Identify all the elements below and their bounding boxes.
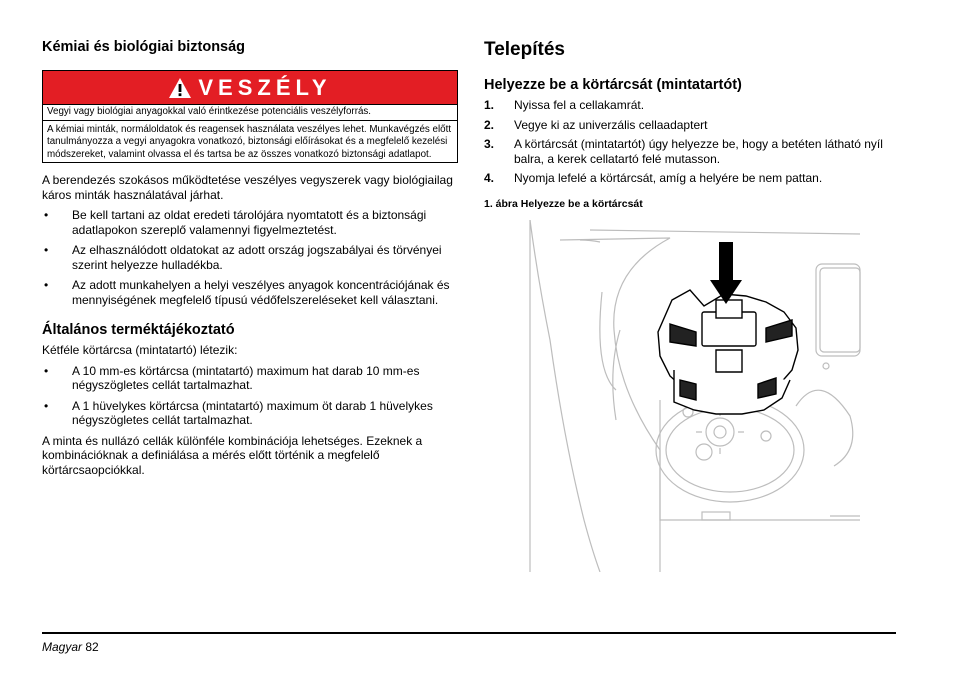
paragraph-1: A berendezés szokásos működtetése veszélyes vegyszerek vagy biológiailag káros minták használatával járhat. [42,173,453,202]
list-item: • A 1 hüvelykes körtárcsa (mintatartó) maximum öt darab 1 hüvelykes négyszögletes cellát tartalmazhat. [44,398,433,427]
bullet-list-1 [42,208,458,307]
paragraph-2: Kétféle körtárcsa (mintatartó) létezik: [42,343,238,357]
right-column [484,38,900,210]
list-item: • Az adott munkahelyen a helyi veszélyes anyagok koncentrációjának és mennyiségének megfelelő típusú védőfelszereléseket kell választani. [44,278,450,307]
page-footer [42,640,99,654]
step-item: 3. A körtárcsát (mintatartót) úgy helyezze be, hogy a betéten látható nyíl balra, a kerek cellatartó felé mutasson. [484,137,883,166]
footer-language: Magyar [42,640,83,654]
danger-line-1: Vegyi vagy biológiai anyagokkal való érintkezése potenciális veszélyforrás. [47,106,372,117]
warning-triangle-icon [168,77,192,99]
list-item: • Az elhasználódott oldatokat az adott ország jogszabályai és törvényei szerint helyezze hulladékba. [44,243,442,272]
list-item: • Be kell tartani az oldat eredeti tárolójára nyomtatott és a biztonsági adatlapokon szereplő valamennyi figyelmeztetést. [44,208,427,237]
section-title-general-info: Általános terméktájékoztató [42,322,235,338]
page-title: Telepítés [484,39,565,60]
step-item: 1. Nyissa fel a cellakamrát. [484,98,645,112]
section-title-chemical-safety: Kémiai és biológiai biztonság [42,39,246,55]
step-item: 2. Vegye ki az univerzális cellaadaptert [484,117,708,132]
section-title-insert-carousel: Helyezze be a körtárcsát (mintatartót) [484,77,742,93]
danger-header [43,71,457,105]
step-item: 4. Nyomja lefelé a körtárcsát, amíg a helyére be nem pattan. [484,171,823,185]
bullet-list-2 [42,364,458,428]
steps-list [484,98,900,186]
danger-line-2: A kémiai minták, normáloldatok és reagensek használata veszélyes lehet. Munkavégzés előtt tanulmányozza a vegyi anyagokra vonatkozó, biztonsági előírásokat és a megfelelő kezelési módszereket, valamint olvassa el és tartsa be az összes vonatkozó biztonsági adatlapot. [43,120,457,163]
carousel-figure [520,220,862,572]
danger-notice [42,70,458,163]
list-item: • A 10 mm-es körtárcsa (mintatartó) maximum hat darab 10 mm-es négyszögletes cellát tartalmazhat. [44,363,420,392]
left-column [42,38,458,477]
page-number: 82 [85,640,99,654]
danger-header-text: VESZÉLY [198,74,332,100]
paragraph-3: A minta és nullázó cellák különféle kombinációja lehetséges. Ezeknek a kombinációknak a definiálása a mérés előtt történik a megfelelő körtárcsaopciókkal. [42,433,423,477]
figure-caption: 1. ábra Helyezze be a körtárcsát [484,197,643,210]
footer-rule [42,632,896,634]
